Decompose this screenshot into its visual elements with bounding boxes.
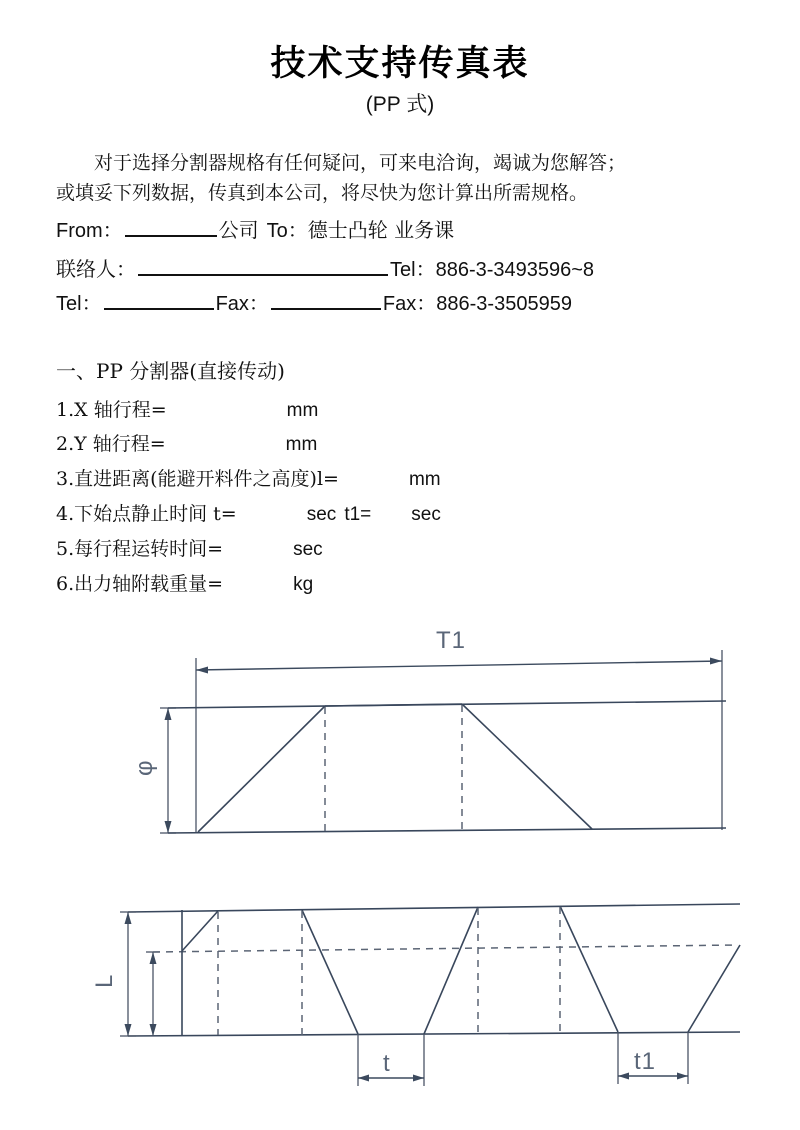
fax-input[interactable] [271, 291, 381, 310]
contact-row-tel-fax [56, 287, 756, 316]
spec-label-y-stroke: 2.Y 轴行程= [56, 433, 166, 455]
diagram-t1-dimension-arrow [196, 650, 722, 833]
spec-unit-output-load: kg [293, 574, 314, 595]
diagram-tt1-stroke-label: L [91, 973, 118, 988]
section-heading-pp-divider: 一、PP 分割器(直接传动) [56, 359, 285, 383]
contact-person-input[interactable] [138, 257, 388, 276]
diagram-tt1-svg [0, 888, 800, 1118]
spec-unit-dwell-time: sec [306, 504, 337, 525]
spec-label-cycle-time: 5.每行程运转时间= [56, 538, 224, 560]
spec-unit-feed-distance: mm [408, 469, 441, 490]
company-fax-label: Fax： [382, 293, 437, 315]
diagram-tt1-dwell-t1-label: t1 [634, 1048, 657, 1075]
spec-row-feed-distance [56, 464, 441, 491]
diagram-tt1-fall-2 [560, 906, 618, 1032]
spec-label-output-load: 6.出力轴附载重量= [56, 573, 224, 595]
to-label: To： [266, 220, 308, 242]
spec-label-feed-distance: 3.直进距离(能避开料件之高度)l= [56, 468, 339, 490]
diagram-motion-profile-t-t1 [0, 888, 800, 1118]
spec-row-output-load [56, 569, 313, 596]
diagram-t1-fall-ramp [462, 704, 592, 829]
diagram-t1-phi-dimension [160, 708, 176, 833]
contact-row-person [56, 253, 756, 282]
spec-label-x-stroke: 1.X 轴行程= [56, 399, 167, 421]
contact-person-label: 联络人： [56, 257, 136, 281]
diagram-t1-dwell-top [325, 704, 462, 706]
spec-unit-x-stroke: mm [286, 400, 319, 421]
intro-line-1: 对于选择分割器规格有任何疑问，可来电洽询，竭诚为您解答； [94, 152, 627, 174]
diagram-tt1-reference-line [153, 945, 738, 952]
diagram-t1-phi-label: φ [131, 759, 158, 776]
tel-input[interactable] [104, 291, 214, 310]
contact-row-from [56, 214, 756, 243]
to-value: 德士凸轮 业务课 [307, 218, 455, 242]
company-fax-value: 886-3-3505959 [436, 293, 572, 315]
from-label: From： [56, 220, 123, 242]
page-subtitle: (PP 式) [365, 93, 435, 116]
diagram-tt1-dwell-t-dimension [358, 1034, 424, 1086]
intro-paragraph [56, 148, 756, 208]
spec-unit-y-stroke: mm [285, 434, 318, 455]
diagram-t1-lower-rail [168, 828, 726, 833]
diagram-tt1-dwell-t-label: t [383, 1050, 391, 1077]
diagram-tt1-initial-rise [182, 911, 218, 951]
diagram-tt1-rise-2 [688, 945, 740, 1032]
diagram-t1-dimension-label: T1 [436, 628, 467, 654]
spec-label-dwell-time: 4.下始点静止时间 t= [56, 503, 237, 525]
spec-row-x-stroke [56, 395, 318, 422]
intro-line-2: 或填妥下列数据，传真到本公司，将尽快为您计算出所需规格。 [56, 182, 589, 204]
diagram-tt1-stroke-dimension [120, 912, 160, 1036]
diagram-tt1-fall-1 [302, 910, 358, 1034]
company-tel-value: 886-3-3493596~8 [435, 259, 595, 281]
page-title: 技术支持传真表 [270, 44, 530, 84]
diagram-motion-profile-t1 [0, 628, 800, 868]
from-company-suffix: 公司 [218, 218, 259, 242]
diagram-tt1-rise-1 [424, 907, 478, 1034]
company-tel-label: Tel： [390, 259, 436, 281]
spec-row-cycle-time [56, 534, 323, 561]
from-input[interactable] [125, 218, 217, 237]
spec-label-dwell-time-2: t1= [344, 504, 372, 525]
spec-row-y-stroke [56, 429, 317, 456]
diagram-t1-rise-ramp [198, 706, 325, 832]
fax-label: Fax： [215, 293, 269, 315]
spec-unit-cycle-time: sec [293, 539, 323, 560]
tel-label: Tel： [56, 293, 102, 315]
spec-row-dwell-time [56, 499, 441, 526]
diagram-tt1-upper-rail [128, 904, 740, 912]
diagram-tt1-lower-rail [128, 1032, 740, 1036]
spec-unit-dwell-time-2: sec [411, 504, 441, 525]
diagram-t1-svg [0, 628, 800, 868]
